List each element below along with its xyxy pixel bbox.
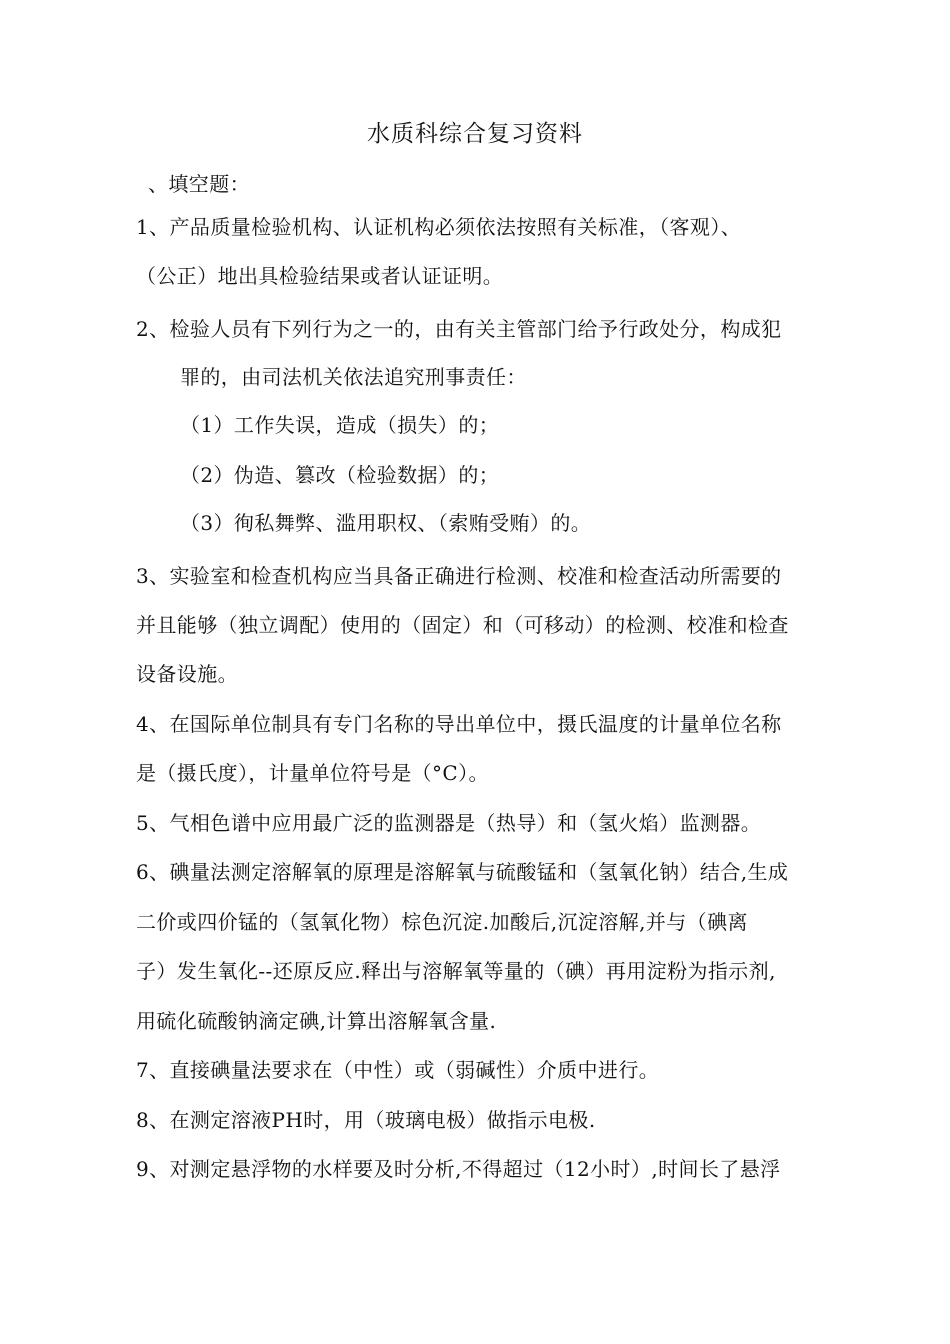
text-line-9: 并且能够（独立调配）使用的（固定）和（可移动）的检测、校准和检查 — [136, 613, 789, 637]
text-line-15: 二价或四价锰的（氢氧化物）棕色沉淀.加酸后,沉淀溶解,并与（碘离 — [136, 910, 748, 934]
text-line-20: 9、对测定悬浮物的水样要及时分析,不得超过（12小时）,时间长了悬浮 — [136, 1157, 781, 1181]
text-line-12: 是（摄氏度），计量单位符号是（°C）。 — [136, 761, 489, 785]
text-line-2: （公正）地出具检验结果或者认证证明。 — [136, 264, 504, 288]
text-line-6: （2）伪造、篡改（检验数据）的； — [180, 463, 500, 487]
text-line-10: 设备设施。 — [136, 662, 238, 686]
section-heading: 、填空题： — [148, 172, 250, 196]
text-line-19: 8、在测定溶液PH时，用（玻璃电极）做指示电极. — [136, 1108, 596, 1132]
text-line-7: （3）徇私舞弊、滥用职权、（索贿受贿）的。 — [180, 511, 592, 535]
text-line-11: 4、在国际单位制具有专门名称的导出单位中，摄氏温度的计量单位名称 — [136, 712, 782, 736]
text-line-18: 7、直接碘量法要求在（中性）或（弱碱性）介质中进行。 — [136, 1058, 660, 1082]
text-line-17: 用硫化硫酸钠滴定碘,计算出溶解氧含量. — [136, 1009, 497, 1033]
document-title: 水质科综合复习资料 — [367, 121, 583, 147]
text-line-5: （1）工作失误，造成（损失）的； — [180, 413, 500, 437]
text-line-3: 2、检验人员有下列行为之一的，由有关主管部门给予行政处分，构成犯 — [136, 317, 782, 341]
text-line-16: 子）发生氧化--还原反应.释出与溶解氧等量的（碘）再用淀粉为指示剂, — [136, 959, 776, 983]
text-line-14: 6、碘量法测定溶解氧的原理是溶解氧与硫酸锰和（氢氧化钠）结合,生成 — [136, 860, 789, 884]
text-line-8: 3、实验室和检查机构应当具备正确进行检测、校准和检查活动所需要的 — [136, 564, 782, 588]
text-line-4: 罪的，由司法机关依法追究刑事责任： — [180, 365, 527, 389]
text-line-13: 5、气相色谱中应用最广泛的监测器是（热导）和（氢火焰）监测器。 — [136, 811, 762, 835]
text-line-1: 1、产品质量检验机构、认证机构必须依法按照有关标准，（客观）、 — [136, 215, 742, 239]
